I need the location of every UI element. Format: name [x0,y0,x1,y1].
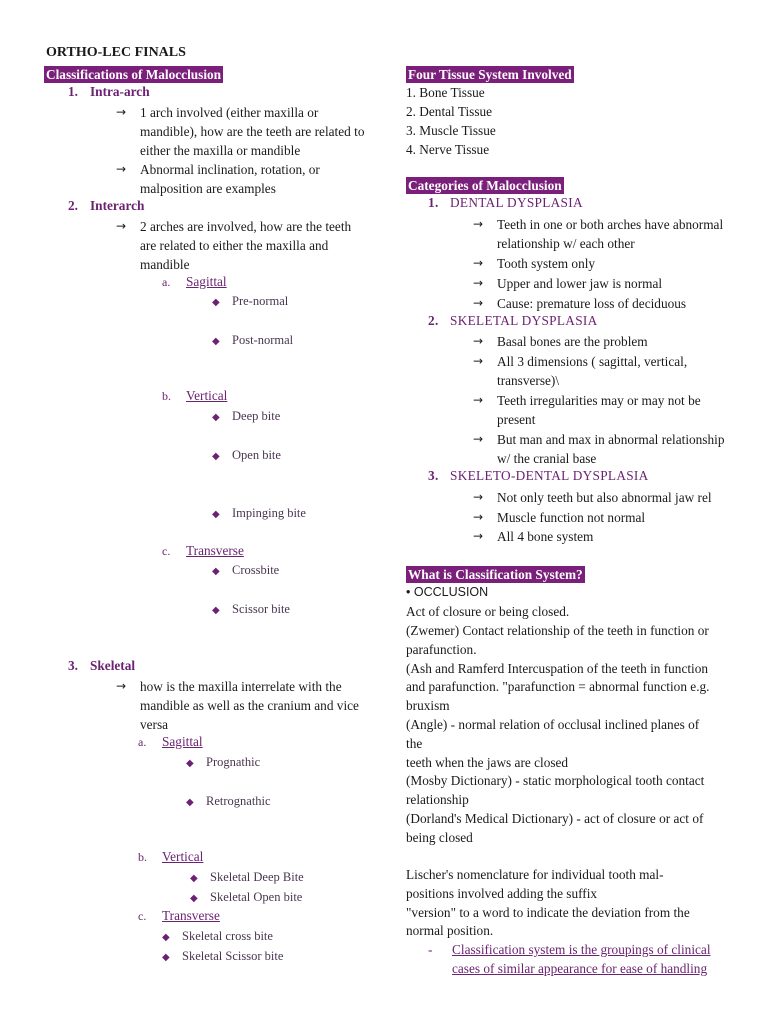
intra-arch-number: 1. [68,84,78,99]
list-item: ◆ Skeletal Deep Bite [190,870,304,884]
sub-label: Vertical [162,849,204,864]
arrow-icon: → [473,296,484,310]
text-line: bruxism [406,698,450,713]
list-item: ◆ Scissor bite [212,602,290,616]
list-item [116,160,366,198]
list-item [473,430,733,468]
section-heading-what-is: What is Classification System? [408,567,583,582]
list-item: 2. Dental Tissue [406,104,493,119]
skeletal-vertical [138,849,203,865]
list-item: 4. Nerve Tissue [406,142,490,157]
text-line: (Angle) - normal relation of occlusal inclined planes of [406,717,700,732]
diamond-icon: ◆ [212,605,220,616]
sub-letter: b. [162,389,171,403]
skeletal-label: Skeletal [90,658,136,673]
sub-label: Transverse [162,908,220,923]
list-item: ◆ Pre-normal [212,294,289,308]
text-line: parafunction. [406,642,477,657]
arrow-icon: → [473,432,484,446]
diamond-icon: ◆ [190,873,198,884]
bullet-text: But man and max in abnormal relationship w/ the cranial base [497,432,725,466]
interarch-sagittal [162,274,227,290]
text-line: being closed [406,830,473,845]
sub-letter: b. [138,850,147,864]
skeletal-heading [68,658,135,674]
arrow-icon: → [473,490,484,504]
bullet-text: All 3 dimensions ( sagittal, vertical, transverse)\ [497,354,688,388]
sub-label: Vertical [186,388,228,403]
list-item: ◆ Skeletal cross bite [162,929,273,943]
list-item: 1. Bone Tissue [406,85,485,100]
list-item [473,254,743,273]
bullet-text: Cause: premature loss of deciduous [497,296,687,311]
list-item: ◆ Skeletal Open bite [190,890,303,904]
list-item [116,103,366,160]
interarch-heading [68,198,144,214]
arrow-icon: → [473,276,484,290]
text-line: Act of closure or being closed. [406,604,570,619]
list-item: ◆ Open bite [212,448,281,462]
list-item [473,215,743,253]
skeleto-dental-dysplasia-heading: 3. SKELETO-DENTAL DYSPLASIA [428,468,649,483]
arrow-icon: → [473,529,484,543]
diamond-icon: ◆ [212,509,220,520]
diamond-icon: ◆ [212,566,220,577]
text-line: the [406,736,423,751]
section-heading-categories: Categories of Malocclusion [408,178,562,193]
diamond-icon: ◆ [186,797,194,808]
bullet-text: Teeth irregularities may or may not be present [497,393,701,427]
dental-dysplasia-heading: 1. DENTAL DYSPLASIA [428,195,583,210]
text-line: (Mosby Dictionary) - static morphological tooth contact [406,773,705,788]
list-item: ◆ Retrognathic [186,794,271,808]
list-item: ◆ Crossbite [212,563,280,577]
skeletal-number: 3. [68,658,78,673]
interarch-label: Interarch [90,198,145,213]
bullet-text: Upper and lower jaw is normal [497,276,663,291]
text-line: (Ash and Ramferd Intercuspation of the teeth in function [406,661,709,676]
text-line: "version" to a word to indicate the deviation from the [406,905,690,920]
list-item: ◆ Skeletal Scissor bite [162,949,284,963]
bullet-text: how is the maxilla interrelate with the mandible as well as the cranium and vice versa [140,679,359,732]
skeletal-sagittal [138,734,203,750]
dash-marker: - [428,942,433,957]
list-item [473,488,763,507]
arrow-icon: → [473,393,484,407]
text-line: (Zwemer) Contact relationship of the teeth in function or [406,623,709,638]
list-item [473,352,718,390]
arrow-icon: → [473,334,484,348]
intra-arch-heading [68,84,150,100]
bullet-text: Basal bones are the problem [497,334,648,349]
diamond-icon: ◆ [190,893,198,904]
intra-arch-label: Intra-arch [90,84,150,99]
sub-label: Sagittal [186,274,227,289]
diamond-icon: ◆ [162,932,170,943]
arrow-icon: → [473,256,484,270]
page-title: ORTHO-LEC FINALS [46,45,186,60]
diamond-icon: ◆ [212,297,220,308]
list-item [473,332,743,351]
interarch-number: 2. [68,198,78,213]
section-heading-tissue: Four Tissue System Involved [408,67,572,82]
classification-definition-line: cases of similar appearance for ease of handling [452,961,708,976]
section-heading-classifications: Classifications of Malocclusion [46,67,222,82]
text-line: relationship [406,792,469,807]
sub-letter: c. [162,544,171,558]
bullet-text: All 4 bone system [497,529,594,544]
skeletal-transverse [138,908,220,924]
sub-letter: c. [138,909,147,923]
list-item [473,527,763,546]
list-item [116,677,366,734]
text-line: teeth when the jaws are closed [406,755,569,770]
arrow-icon: → [473,217,484,231]
diamond-icon: ◆ [186,758,194,769]
list-item [473,274,743,293]
skeletal-dysplasia-heading: 2. SKELETAL DYSPLASIA [428,313,598,328]
diamond-icon: ◆ [212,451,220,462]
list-item [473,508,763,527]
diamond-icon: ◆ [212,412,220,423]
interarch-vertical [162,388,227,404]
sub-label: Transverse [186,543,244,558]
text-line: (Dorland's Medical Dictionary) - act of closure or act of [406,811,704,826]
list-item: ◆ Impinging bite [212,506,306,520]
arrow-icon: → [116,219,127,233]
occlusion-label: • OCCLUSION [406,585,489,599]
arrow-icon: → [116,162,127,176]
bullet-text: 2 arches are involved, how are the teeth are related to either the maxilla and mandible [140,219,352,272]
sub-letter: a. [138,735,147,749]
arrow-icon: → [473,510,484,524]
classification-definition-line: Classification system is the groupings of clinical [452,942,711,957]
arrow-icon: → [116,105,127,119]
list-item [116,217,366,274]
text-line: positions involved adding the suffix [406,886,598,901]
list-item: 3. Muscle Tissue [406,123,496,138]
bullet-text: Not only teeth but also abnormal jaw rel [497,490,712,505]
list-item: ◆ Deep bite [212,409,281,423]
text-line: Lischer's nomenclature for individual tooth mal- [406,867,664,882]
sub-letter: a. [162,275,171,289]
bullet-text: Muscle function not normal [497,510,646,525]
list-item: ◆ Post-normal [212,333,294,347]
arrow-icon: → [473,354,484,368]
text-line: normal position. [406,923,494,938]
interarch-transverse [162,543,244,559]
list-item [473,391,733,429]
list-item: ◆ Prognathic [186,755,261,769]
bullet-text: 1 arch involved (either maxilla or mandible), how are the teeth are related to either the maxilla or mandible [140,105,365,158]
bullet-text: Tooth system only [497,256,596,271]
diamond-icon: ◆ [212,336,220,347]
list-item [473,294,743,313]
diamond-icon: ◆ [162,952,170,963]
arrow-icon: → [116,679,127,693]
text-line: and parafunction. "parafunction = abnormal function e.g. [406,679,710,694]
bullet-text: Abnormal inclination, rotation, or malposition are examples [140,162,320,196]
sub-label: Sagittal [162,734,203,749]
bullet-text: Teeth in one or both arches have abnormal relationship w/ each other [497,217,724,251]
